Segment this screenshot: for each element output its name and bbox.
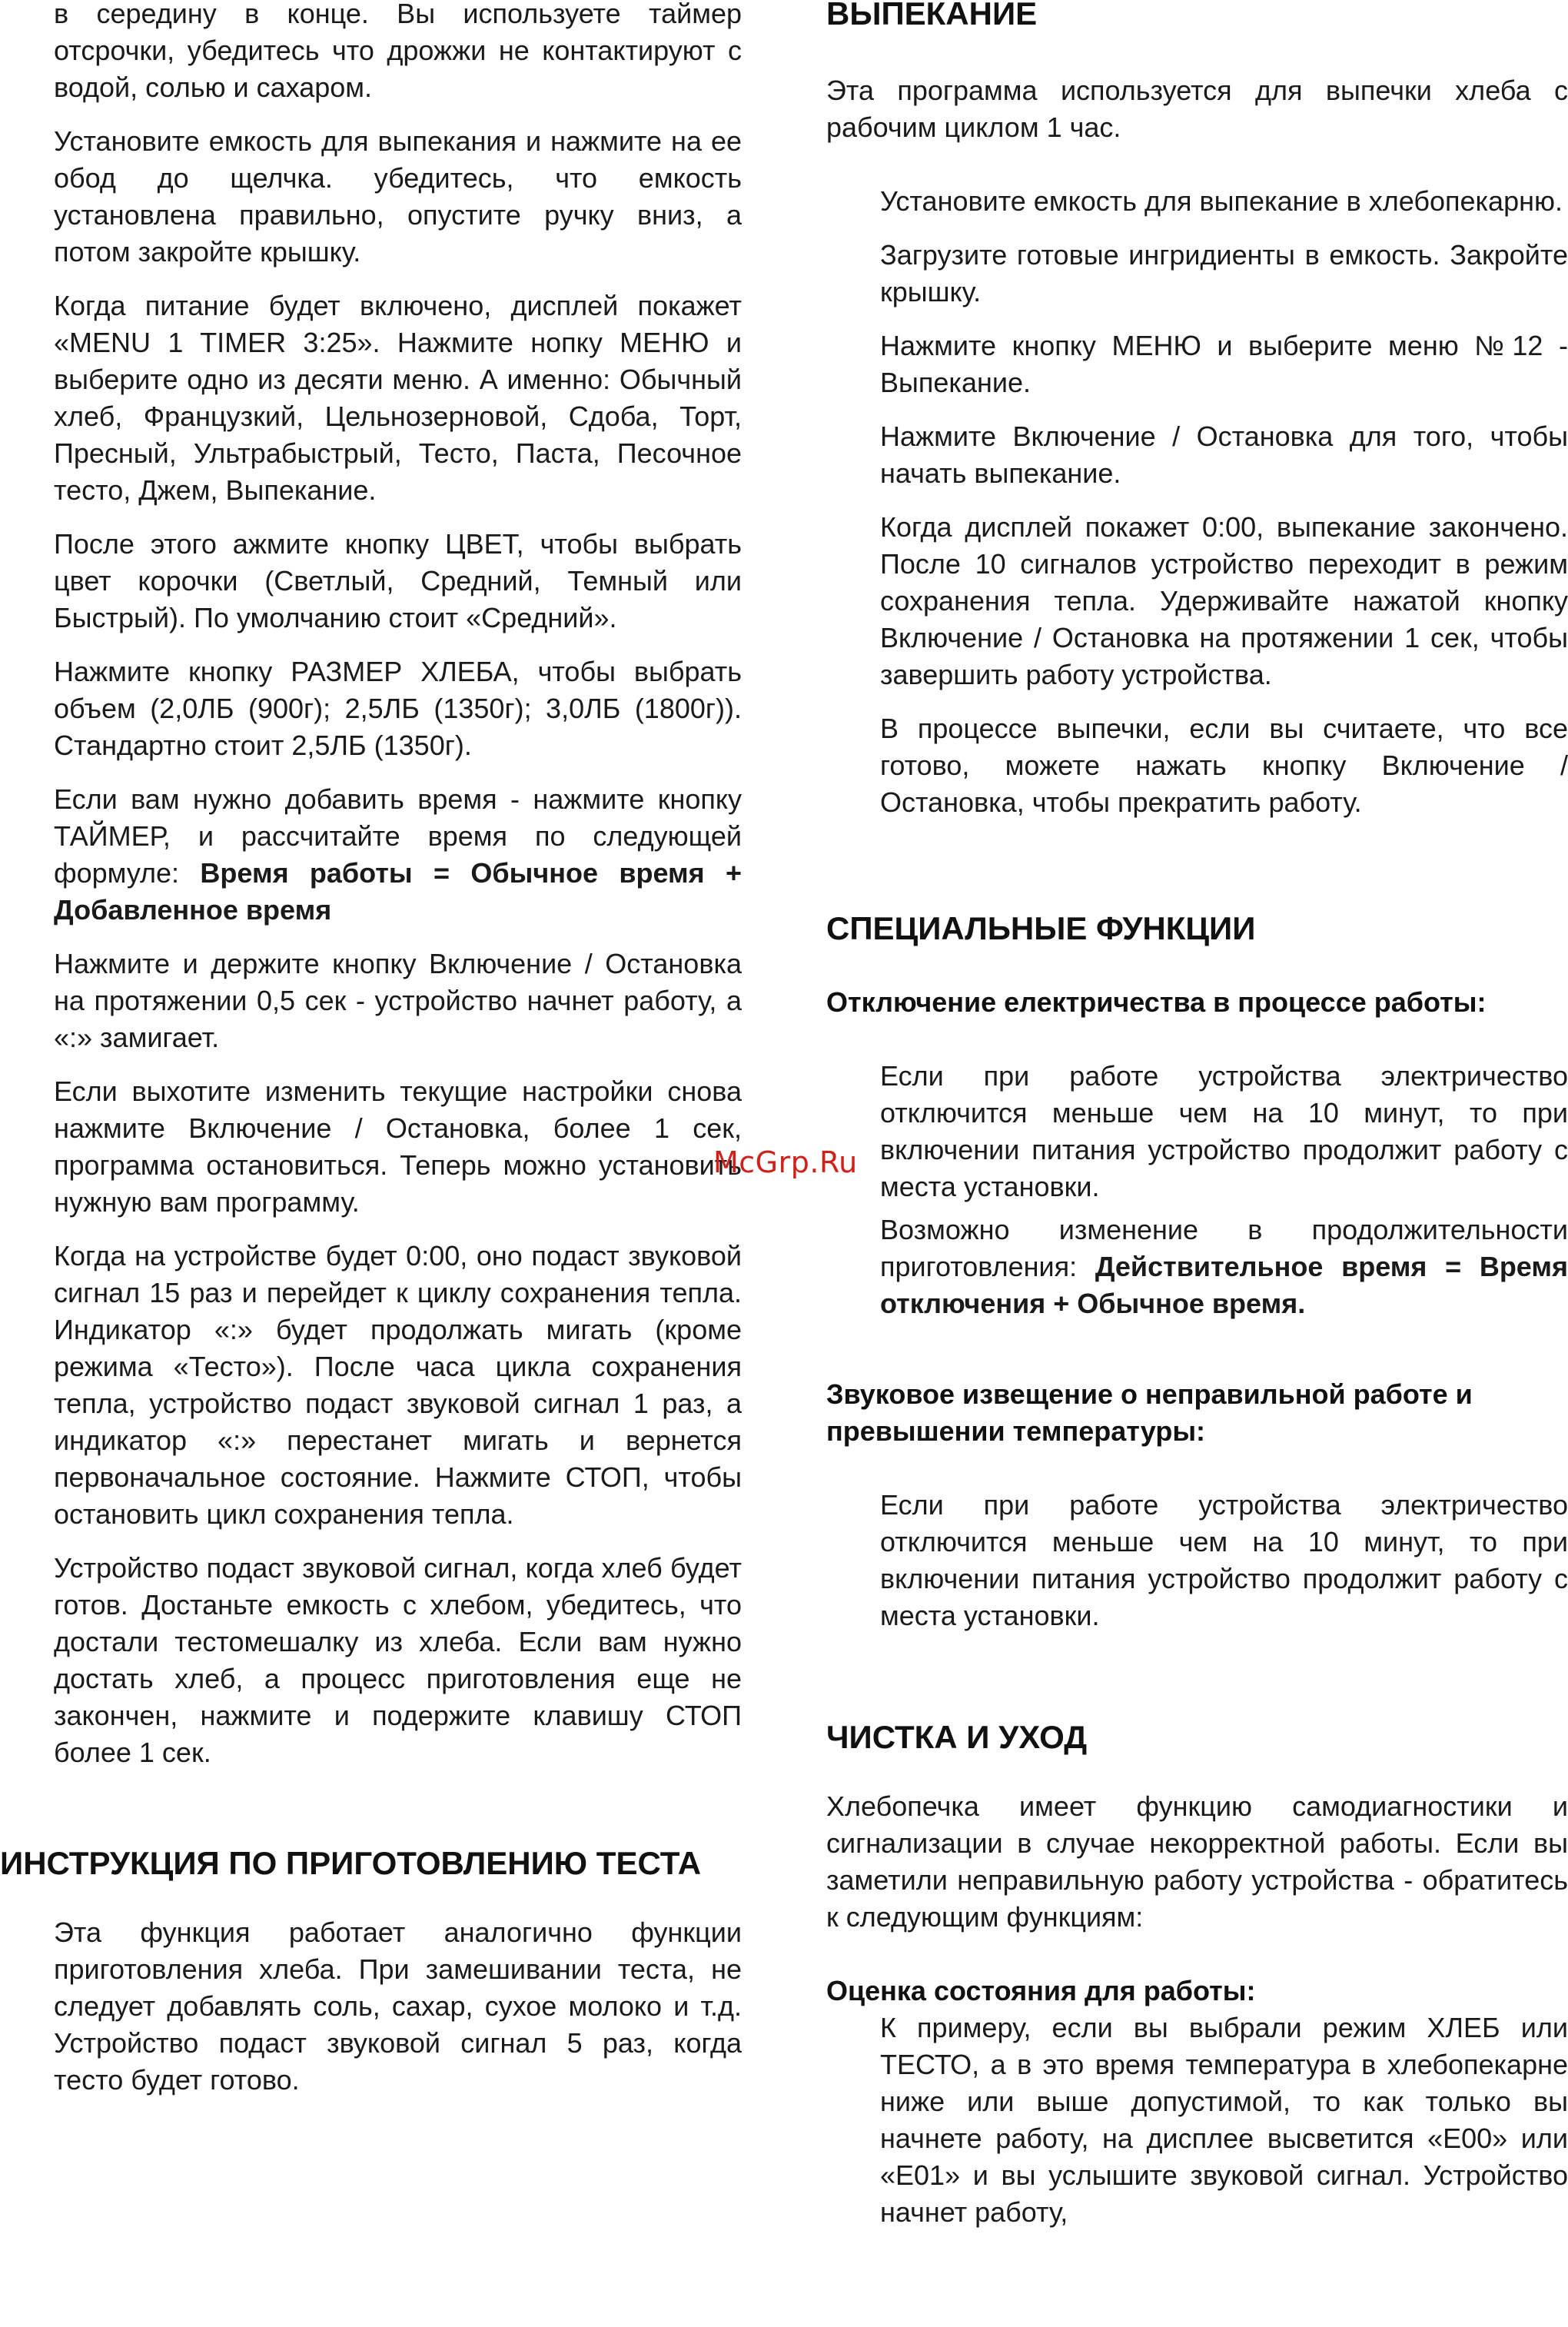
heading-dough-instructions: ИНСТРУКЦИЯ ПО ПРИГОТОВЛЕНИЮ ТЕСТА: [0, 1845, 702, 1881]
paragraph-power-outage: Если при работе устройства электричество отключится меньше чем на 10 минут, то при включении питания устройство продолжит работу с места установки.: [880, 1060, 1568, 1202]
paragraph-cleaning-intro: Хлебопечка имеет функцию самодиагностики и сигнализации в случае некорректной работы. Если вы заметили неправильную работу устройства - обратитесь к следующим функциям:: [826, 1790, 1568, 1933]
paragraph-sound-alert: Если при работе устройства электричество отключится меньше чем на 10 минут, то при включении питания устройство продолжит работу с места установки.: [880, 1489, 1568, 1631]
subheading-power-outage: Отключение електричества в процессе работы:: [826, 986, 1487, 1018]
bake-step: Загрузите готовые ингридиенты в емкость. Закройте крышку.: [880, 239, 1568, 307]
subheading-sound-alert: Звуковое извещение о неправильной работе и превышении температуры:: [826, 1378, 1473, 1447]
paragraph-intro: в середину в конце. Вы используете таймер отсрочки, убедитесь что дрожжи не контактируют с водой, солью и сахаром.: [54, 0, 742, 103]
paragraph-state-check: К примеру, если вы выбрали режим ХЛЕБ или ТЕСТО, а в это время температура в хлебопекарне ниже или выше допустимой, то как только вы начнете работу, на дисплее высветится «E00» или «E01» и вы услышите звуковой сигнал. Устройство начнет работу,: [880, 2012, 1568, 2228]
heading-baking: ВЫПЕКАНИЕ: [826, 0, 1038, 32]
paragraph-install-container: Установите емкость для выпекания и нажмите на ее обод до щелчка. убедитесь, что емкость установлена правильно, опустите ручку вниз, а потом закройте крышку.: [54, 125, 742, 268]
paragraph-baking-intro: Эта программа используется для выпечки хлеба с рабочим циклом 1 час.: [826, 75, 1568, 143]
timer-formula: Время работы = Обычное время + Добавленное время: [54, 857, 742, 926]
paragraph-bread-ready: Устройство подаст звуковой сигнал, когда хлеб будет готов. Достаньте емкость с хлебом, убедитесь, что достали тестомешалку из хлеба. Если вам нужно достать хлеб, а процесс приготовления еще не закончен, нажмите и подержите клавишу СТОП более 1 сек.: [54, 1552, 742, 1768]
paragraph-dough: Эта функция работает аналогично функции приготовления хлеба. При замешивании теста, не следует добавлять соль, сахар, сухое молоко и т.д. Устройство подаст звуковой сигнал 5 раз, когда тесто будет готово.: [54, 1916, 742, 2096]
paragraph-timer: [54, 781, 742, 929]
paragraph-menu: Когда питание будет включено, дисплей покажет «MENU 1 TIMER 3:25». Нажмите нопку МЕНЮ и выберите одно из десяти меню. А именно: Обычный хлеб, Французкий, Цельнозерновой, Сдоба, Торт, Пресный, Ультрабыстрый, Тесто, Паста, Песочное тесто, Джем, Выпекание.: [54, 290, 742, 506]
duration-text: Возможно изменение в продолжительности приготовления:: [880, 1214, 1568, 1282]
watermark: McGrp.Ru: [713, 1145, 858, 1179]
right-column: [826, 0, 1568, 2231]
paragraph-change-settings: Если выхотите изменить текущие настройки снова нажмите Включение / Остановка, более 1 сек, программа остановиться. Теперь можно установить нужную вам программу.: [54, 1075, 742, 1218]
timer-text: Если вам нужно добавить время - нажмите кнопку ТАЙМЕР, и рассчитайте время по следующей формуле:: [54, 783, 742, 889]
paragraph-size: Нажмите кнопку РАЗМЕР ХЛЕБА, чтобы выбрать объем (2,0ЛБ (900г); 2,5ЛБ (1350г); 3,0ЛБ (1800г)). Стандартно стоит 2,5ЛБ (1350г).: [54, 656, 742, 761]
heading-cleaning: ЧИСТКА И УХОД: [826, 1719, 1088, 1755]
bake-step: В процессе выпечки, если вы считаете, что все готово, можете нажать кнопку Включение / Остановка, чтобы прекратить работу.: [880, 713, 1568, 818]
bake-step: Нажмите кнопку МЕНЮ и выберите меню №12 - Выпекание.: [880, 330, 1568, 398]
paragraph-duration-change: [880, 1212, 1568, 1322]
paragraph-keep-warm: Когда на устройстве будет 0:00, оно подаст звуковой сигнал 15 раз и перейдет к циклу сохранения тепла. Индикатор «:» будет продолжать мигать (кроме режима «Тесто»). После часа цикла сохранения тепла, устройство подаст звуковой сигнал 1 раз, а индикатор «:» перестанет мигать и вернется первоначальное состояние. Нажмите СТОП, чтобы остановить цикл сохранения тепла.: [54, 1240, 742, 1530]
bake-step: Нажмите Включение / Остановка для того, чтобы начать выпекание.: [880, 421, 1568, 489]
duration-formula: Действительное время = Время отключения + Обычное время.: [880, 1251, 1568, 1319]
bake-step: Установите емкость для выпекание в хлебопекарню.: [880, 185, 1563, 217]
bake-step: Когда дисплей покажет 0:00, выпекание закончено. После 10 сигналов устройство переходит в режим сохранения тепла. Удерживайте нажатой кнопку Включение / Остановка на протяжении 1 сек, чтобы завершить работу устройства.: [880, 511, 1568, 690]
paragraph-start: Нажмите и держите кнопку Включение / Остановка на протяжении 0,5 сек - устройство начнет работу, а «:» замигает.: [54, 948, 742, 1053]
paragraph-color: После этого ажмите кнопку ЦВЕТ, чтобы выбрать цвет корочки (Светлый, Средний, Темный или Быстрый). По умолчанию стоит «Средний».: [54, 528, 742, 633]
left-column: [0, 0, 742, 2099]
heading-special-functions: СПЕЦИАЛЬНЫЕ ФУНКЦИИ: [826, 910, 1256, 946]
subheading-state-check: Оценка состояния для работы:: [826, 1975, 1256, 2006]
